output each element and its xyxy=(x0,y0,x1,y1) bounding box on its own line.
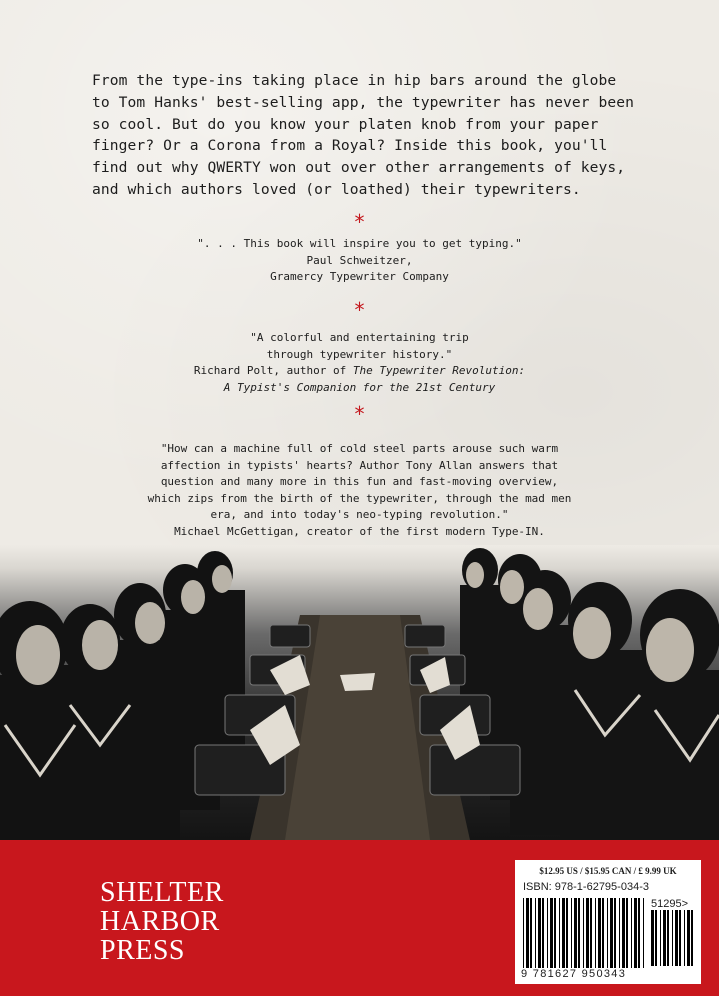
barcode-bar xyxy=(610,898,613,968)
barcode-bar xyxy=(535,898,536,968)
red-footer-band xyxy=(0,840,719,996)
barcode-bar xyxy=(542,898,544,968)
quote-text: ". . . This book will inspire you to get typing." xyxy=(197,237,522,250)
barcode-bar xyxy=(554,898,556,968)
back-cover-blurb xyxy=(92,70,652,201)
barcode-bar xyxy=(571,898,572,968)
book-title: The Typewriter Revolution: xyxy=(352,364,526,377)
barcode-bar xyxy=(526,898,529,968)
barcode-bar xyxy=(667,910,669,966)
quote-author xyxy=(0,363,719,380)
quote-text: era, and into today's neo-typing revolution." xyxy=(210,508,509,521)
ean-barcode xyxy=(523,898,647,968)
barcode-bar xyxy=(651,910,654,966)
sailors-right-row xyxy=(460,548,719,840)
barcode-bar xyxy=(547,898,548,968)
quote-polt xyxy=(0,330,719,396)
quote-author: Paul Schweitzer, xyxy=(306,253,413,267)
barcode-digits: 9 781627 950343 xyxy=(521,968,627,980)
barcode-bar xyxy=(595,898,596,968)
barcode-bar xyxy=(634,898,637,968)
sailors-left-row xyxy=(0,551,245,840)
barcode-bar xyxy=(559,898,560,968)
barcode-bar xyxy=(607,898,608,968)
quote-text: affection in typists' hearts? Author Tony Allan answers that xyxy=(160,458,559,472)
barcode-bar xyxy=(663,910,666,966)
publisher-name-line: PRESS xyxy=(100,935,185,966)
blurb-line: finger? Or a Corona from a Royal? Inside this book, you'll xyxy=(92,137,608,155)
quote-author: Michael McGettigan, creator of the first modern Type-IN. xyxy=(174,524,545,538)
quote-affiliation: Gramercy Typewriter Company xyxy=(270,270,449,283)
publisher-logo xyxy=(100,878,250,965)
barcode-bar xyxy=(687,910,690,966)
barcode-bar xyxy=(631,898,632,968)
blurb-line: so cool. But do you know your platen knob from your paper xyxy=(92,115,599,133)
barcode-bar xyxy=(523,898,524,968)
barcode-bar xyxy=(590,898,592,968)
quote-mcgettigan xyxy=(0,441,719,540)
barcode-bar xyxy=(675,910,678,966)
barcode-bar xyxy=(538,898,541,968)
blurb-line: find out why QWERTY won out over other arrangements of keys, xyxy=(92,159,626,177)
barcode-bar xyxy=(622,898,625,968)
asterisk-separator: * xyxy=(354,402,365,426)
barcode-bar xyxy=(679,910,681,966)
blurb-line: to Tom Hanks' best-selling app, the typewriter has never been xyxy=(92,93,635,111)
barcode-bar xyxy=(550,898,553,968)
barcode-bar xyxy=(643,898,644,968)
quote-author-prefix: Richard Polt, author of xyxy=(193,364,353,377)
barcode-bar xyxy=(586,898,589,968)
barcode-bar xyxy=(574,898,577,968)
asterisk-separator: * xyxy=(354,298,365,322)
publisher-name-line: SHELTER xyxy=(100,877,224,908)
barcode-bar xyxy=(598,898,601,968)
barcode-bar xyxy=(578,898,580,968)
quote-text: question and many more in this fun and fast-moving overview, xyxy=(160,475,559,488)
typists-photo xyxy=(0,545,719,840)
blurb-line: and which authors loved (or loathed) their typewriters. xyxy=(92,180,581,198)
barcode-bar xyxy=(619,898,620,968)
barcode-bar xyxy=(626,898,628,968)
barcode-panel xyxy=(515,860,701,984)
barcode-bar xyxy=(691,910,693,966)
quote-text: through typewriter history." xyxy=(266,347,453,361)
quote-text: which zips from the birth of the typewriter, through the mad men xyxy=(147,491,572,505)
quote-schweitzer xyxy=(0,236,719,286)
publisher-name-line: HARBOR xyxy=(100,906,220,937)
barcode-bar xyxy=(562,898,565,968)
isbn-label: ISBN: 978-1-62795-034-3 xyxy=(523,881,649,893)
price-label: $12.95 US / $15.95 CAN / £ 9.99 UK xyxy=(539,866,677,876)
barcode-bar xyxy=(660,910,661,966)
quote-text: "How can a machine full of cold steel parts arouse such warm xyxy=(160,442,559,455)
addon-barcode xyxy=(651,910,695,966)
barcode-bar xyxy=(614,898,616,968)
barcode-bar xyxy=(602,898,604,968)
addon-code: 51295> xyxy=(651,898,689,910)
asterisk-separator: * xyxy=(354,210,365,234)
barcode-bar xyxy=(566,898,568,968)
quote-text: "A colorful and entertaining trip xyxy=(250,331,469,344)
barcode-bar xyxy=(655,910,657,966)
barcode-bar xyxy=(672,910,673,966)
barcode-bar xyxy=(583,898,584,968)
blurb-line: From the type-ins taking place in hip bars around the globe xyxy=(92,72,617,89)
barcode-bar xyxy=(530,898,532,968)
barcode-bar xyxy=(684,910,685,966)
typing-room-illustration xyxy=(0,545,719,840)
book-title: A Typist's Companion for the 21st Century xyxy=(223,380,496,394)
barcode-bar xyxy=(638,898,640,968)
